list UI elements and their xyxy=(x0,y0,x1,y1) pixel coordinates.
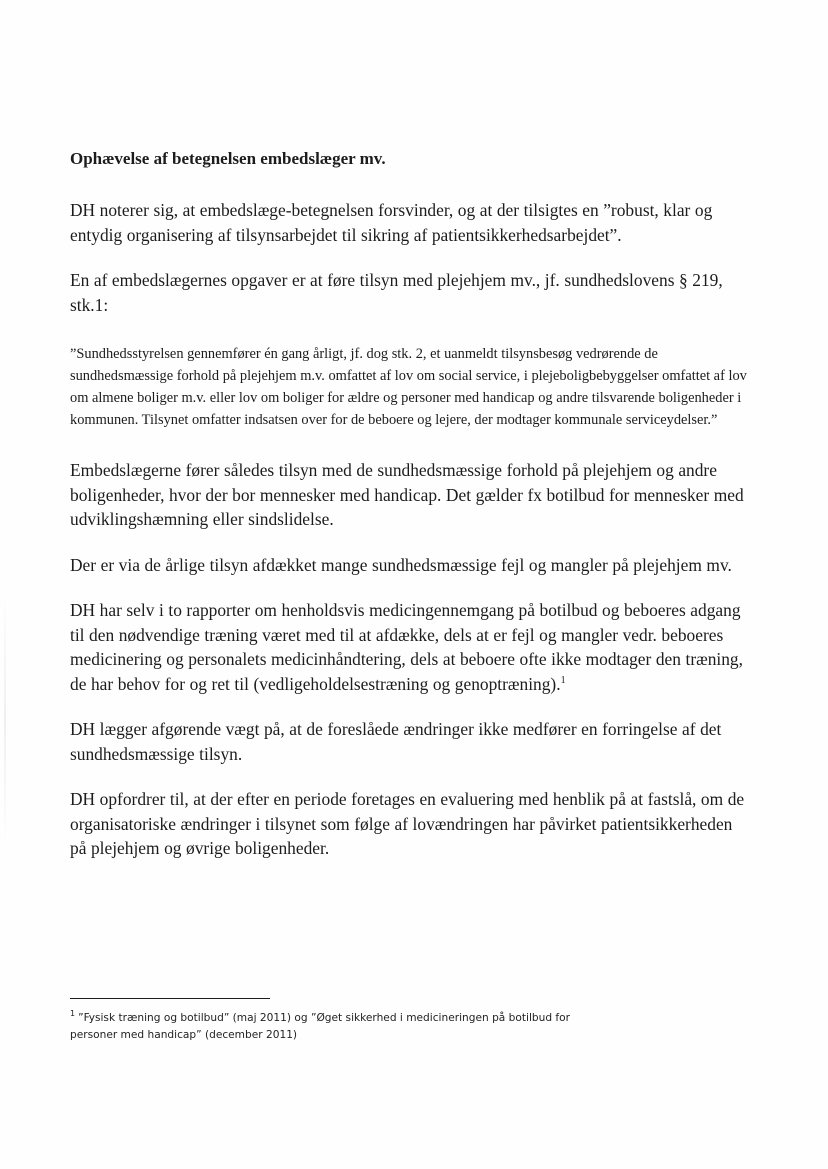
footnote-divider xyxy=(70,998,270,999)
scan-artifact xyxy=(4,590,6,850)
paragraph-intro: DH noterer sig, at embedslæge-betegnelsen forsvinder, og at der tilsigtes en ”robust, klar og entydig organisering af tilsynsarbejdet til sikring af patientsikkerhedsarbejdet”. xyxy=(70,200,713,245)
paragraph-reports-text: DH har selv i to rapporter om henholdsvis medicingennemgang på botilbud og beboeres adgang til den nødvendige træning været med til at afdække, dels at er fejl og mangler vedr. beboeres medicinering og personalets medicinhåndtering, dels at beboere ofte ikke modtager den træning, de har behov for og ret til (vedligeholdelsestræning og genoptræning). xyxy=(70,600,743,694)
paragraph-reports xyxy=(70,598,750,696)
footnote-mark: 1 xyxy=(70,1009,76,1019)
paragraph-findings: Der er via de årlige tilsyn afdækket mange sundhedsmæssige fejl og mangler på plejehjem mv. xyxy=(70,554,732,575)
footnote-text: ”Fysisk træning og botilbud” (maj 2011) og ”Øget sikkerhed i medicineringen på botilbud for personer med handicap” (december 2011) xyxy=(70,1012,570,1041)
footnote xyxy=(70,1010,590,1044)
law-quote: ”Sundhedsstyrelsen gennemfører én gang årligt, jf. dog stk. 2, et uanmeldt tilsynsbesøg vedrørende de sundhedsmæssige forhold på plejehjem m.v. omfattet af lov om social service, i plejeboligbebyggelser omfattet af lov om almene boliger m.v. eller lov om boliger for ældre og personer med handicap og andre tilsvarende boligenheder i kommunen. Tilsynet omfatter indsatsen over for de beboere og lejere, der modtager kommunale serviceydelser.” xyxy=(70,346,747,428)
document-body xyxy=(70,148,750,882)
paragraph-emphasis: DH lægger afgørende vægt på, at de foreslåede ændringer ikke medfører en forringelse af det sundhedsmæssige tilsyn. xyxy=(70,719,722,764)
section-heading: Ophævelse af betegnelsen embedslæger mv. xyxy=(70,149,386,168)
footnote-reference[interactable]: 1 xyxy=(560,674,566,686)
paragraph-tasks: En af embedslægernes opgaver er at føre tilsyn med plejehjem mv., jf. sundhedslovens § 219, stk.1: xyxy=(70,270,723,315)
paragraph-evaluation: DH opfordrer til, at der efter en periode foretages en evaluering med henblik på at fastslå, om de organisatoriske ændringer i tilsynet som følge af lovændringen har påvirket patientsikkerheden på plejehjem og øvrige boligenheder. xyxy=(70,789,745,858)
paragraph-supervision: Embedslægerne fører således tilsyn med de sundhedsmæssige forhold på plejehjem og andre boligenheder, hvor der bor mennesker med handicap. Det gælder fx botilbud for mennesker med udviklingshæmning eller sindslidelse. xyxy=(70,460,744,529)
